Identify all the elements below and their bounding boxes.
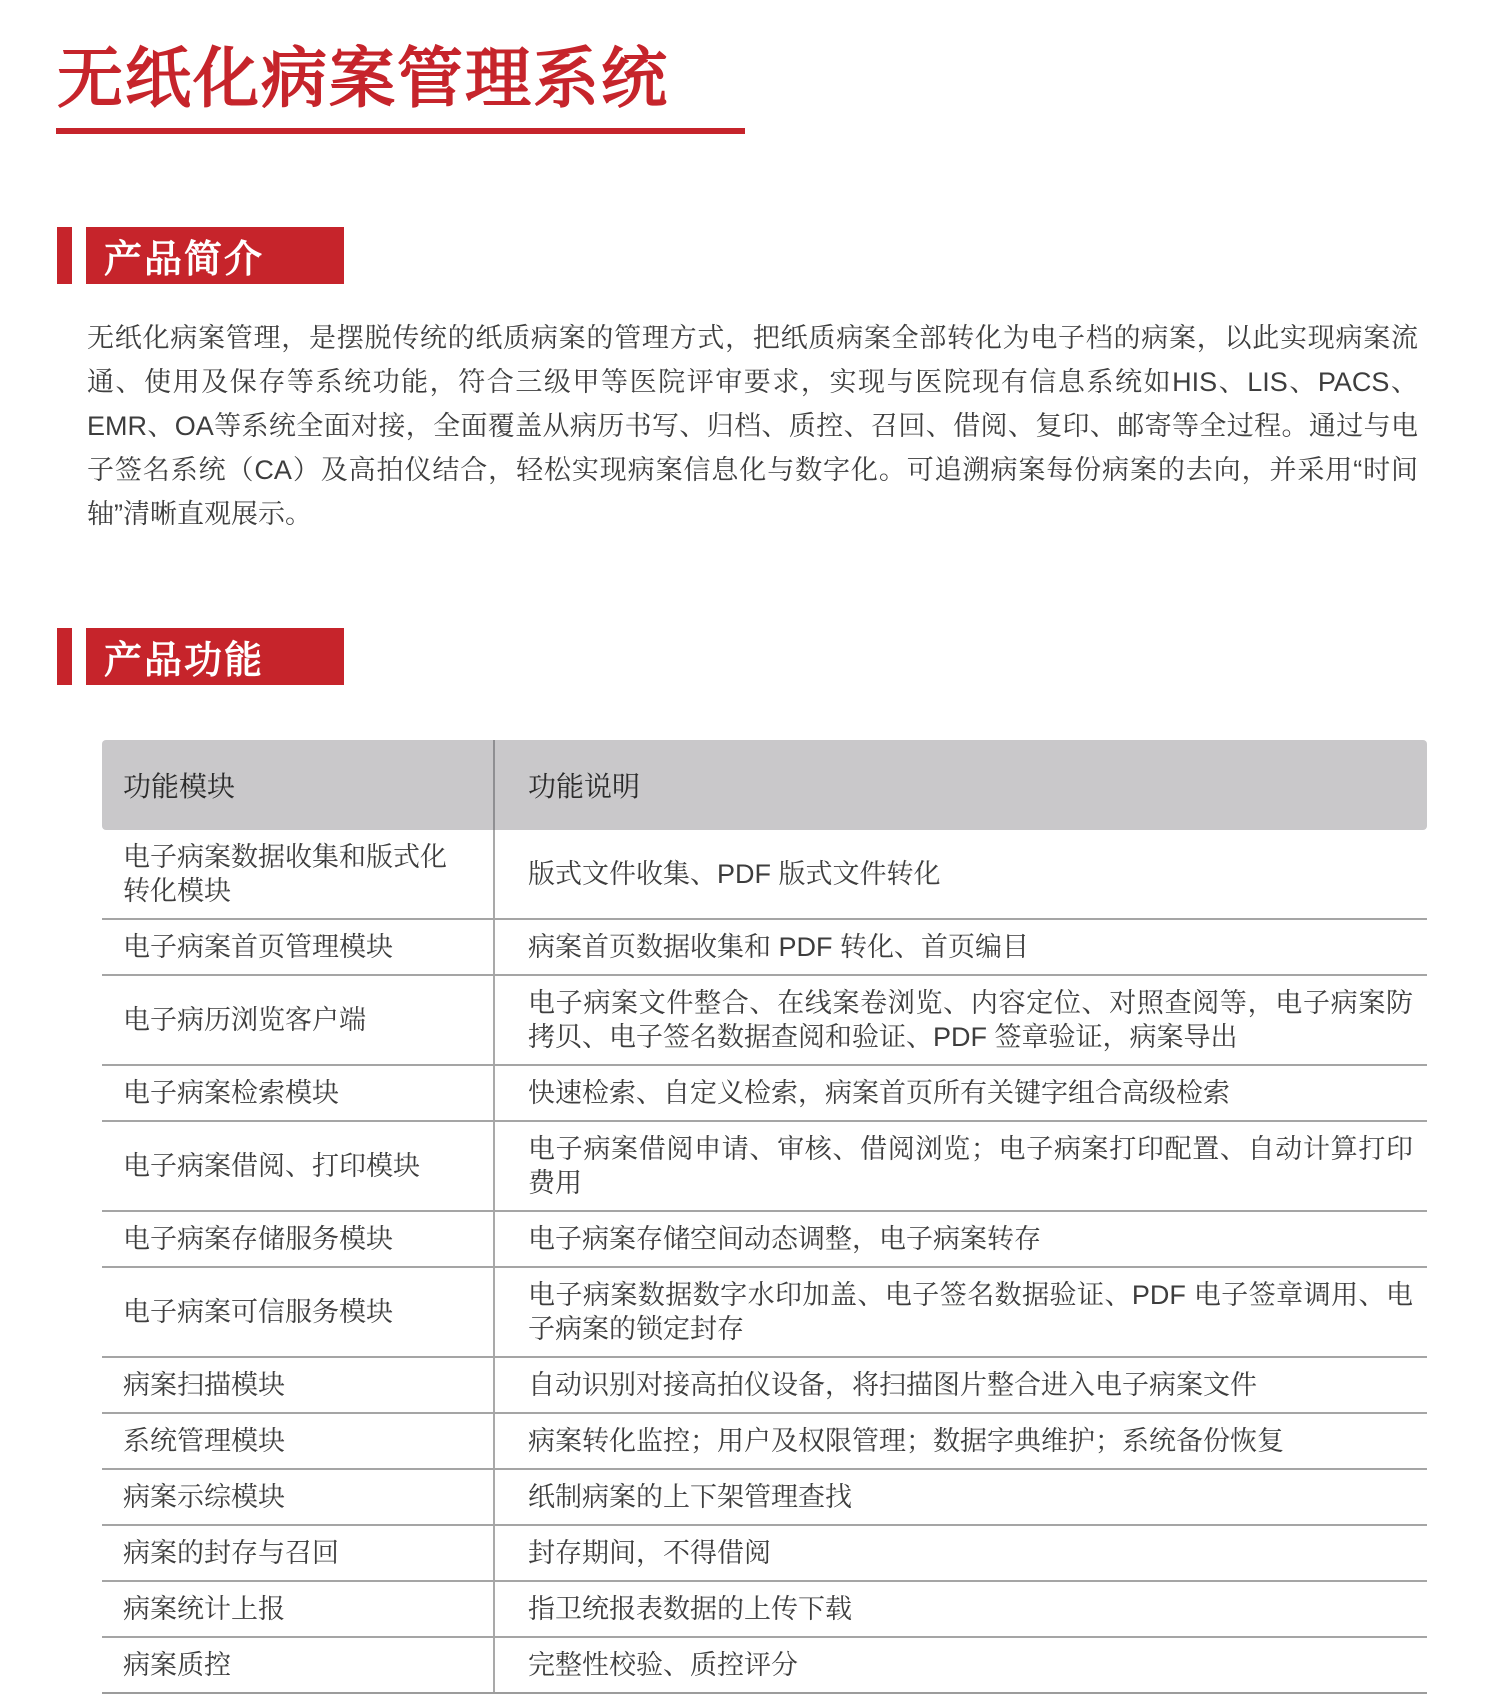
table-header-row bbox=[102, 740, 1427, 830]
page-title: 无纸化病案管理系统 bbox=[57, 41, 669, 115]
table-row bbox=[102, 1266, 1427, 1356]
module-name-cell: 电子病案借阅、打印模块 bbox=[123, 1151, 420, 1181]
module-name-cell: 系统管理模块 bbox=[123, 1426, 285, 1456]
column-header-module: 功能模块 bbox=[123, 771, 236, 802]
section-heading-features: 产品功能 bbox=[86, 628, 344, 685]
title-underline bbox=[56, 128, 745, 134]
module-description-cell: 电子病案借阅申请、审核、借阅浏览；电子病案打印配置、自动计算打印费用 bbox=[493, 1122, 1427, 1210]
table-row bbox=[102, 1064, 1427, 1120]
section-features-banner bbox=[57, 628, 1500, 685]
module-name-cell: 电子病案可信服务模块 bbox=[123, 1297, 393, 1327]
feature-table bbox=[102, 740, 1427, 1694]
table-row bbox=[102, 1468, 1427, 1524]
table-row bbox=[102, 1524, 1427, 1580]
table-row bbox=[102, 1580, 1427, 1636]
table-row bbox=[102, 1412, 1427, 1468]
module-name-cell: 电子病案存储服务模块 bbox=[123, 1224, 393, 1254]
module-name-cell: 病案的封存与召回 bbox=[123, 1538, 339, 1568]
module-description-cell: 自动识别对接高拍仪设备，将扫描图片整合进入电子病案文件 bbox=[493, 1358, 1427, 1412]
module-description-cell: 病案转化监控；用户及权限管理；数据字典维护；系统备份恢复 bbox=[493, 1414, 1427, 1468]
table-row bbox=[102, 974, 1427, 1064]
module-description-cell: 封存期间，不得借阅 bbox=[493, 1526, 1427, 1580]
section-intro-banner bbox=[57, 227, 1500, 284]
module-description-cell: 电子病案文件整合、在线案卷浏览、内容定位、对照查阅等，电子病案防拷贝、电子签名数据查阅和验证、PDF 签章验证，病案导出 bbox=[493, 976, 1427, 1064]
table-body bbox=[102, 830, 1427, 1694]
module-description-cell: 电子病案存储空间动态调整，电子病案转存 bbox=[493, 1212, 1427, 1266]
section-accent-bar bbox=[57, 227, 72, 284]
intro-paragraph: 无纸化病案管理，是摆脱传统的纸质病案的管理方式，把纸质病案全部转化为电子档的病案，以此实现病案流通、使用及保存等系统功能，符合三级甲等医院评审要求，实现与医院现有信息系统如HIS、LIS、PACS、EMR、OA等系统全面对接，全面覆盖从病历书写、归档、质控、召回、借阅、复印、邮寄等全过程。通过与电子签名系统（CA）及高拍仪结合，轻松实现病案信息化与数字化。可追溯病案每份病案的去向，并采用“时间轴”清晰直观展示。 bbox=[87, 323, 1418, 529]
table-row bbox=[102, 1210, 1427, 1266]
table-row bbox=[102, 1636, 1427, 1692]
module-description-cell: 病案首页数据收集和 PDF 转化、首页编目 bbox=[493, 920, 1427, 974]
module-description-cell: 快速检索、自定义检索，病案首页所有关键字组合高级检索 bbox=[493, 1066, 1427, 1120]
module-description-cell: 版式文件收集、PDF 版式文件转化 bbox=[493, 830, 1427, 918]
module-name-cell: 病案扫描模块 bbox=[123, 1370, 285, 1400]
table-row bbox=[102, 1356, 1427, 1412]
module-name-cell: 电子病案首页管理模块 bbox=[123, 932, 393, 962]
module-description-cell: 电子病案数据数字水印加盖、电子签名数据验证、PDF 电子签章调用、电子病案的锁定封存 bbox=[493, 1268, 1427, 1356]
section-heading-intro: 产品简介 bbox=[86, 227, 344, 284]
table-row bbox=[102, 918, 1427, 974]
module-description-cell: 指卫统报表数据的上传下载 bbox=[493, 1582, 1427, 1636]
module-name-cell: 病案质控 bbox=[123, 1650, 231, 1680]
table-row bbox=[102, 1120, 1427, 1210]
table-row bbox=[102, 830, 1427, 918]
module-description-cell: 纸制病案的上下架管理查找 bbox=[493, 1470, 1427, 1524]
module-name-cell: 电子病历浏览客户端 bbox=[123, 1005, 366, 1035]
module-description-cell: 完整性校验、质控评分 bbox=[493, 1638, 1427, 1692]
module-name-cell: 病案统计上报 bbox=[123, 1594, 285, 1624]
module-name-cell: 电子病案检索模块 bbox=[123, 1078, 339, 1108]
column-header-description: 功能说明 bbox=[493, 740, 1427, 830]
section-accent-bar bbox=[57, 628, 72, 685]
module-name-cell: 电子病案数据收集和版式化转化模块 bbox=[123, 842, 447, 906]
module-name-cell: 病案示综模块 bbox=[123, 1482, 285, 1512]
